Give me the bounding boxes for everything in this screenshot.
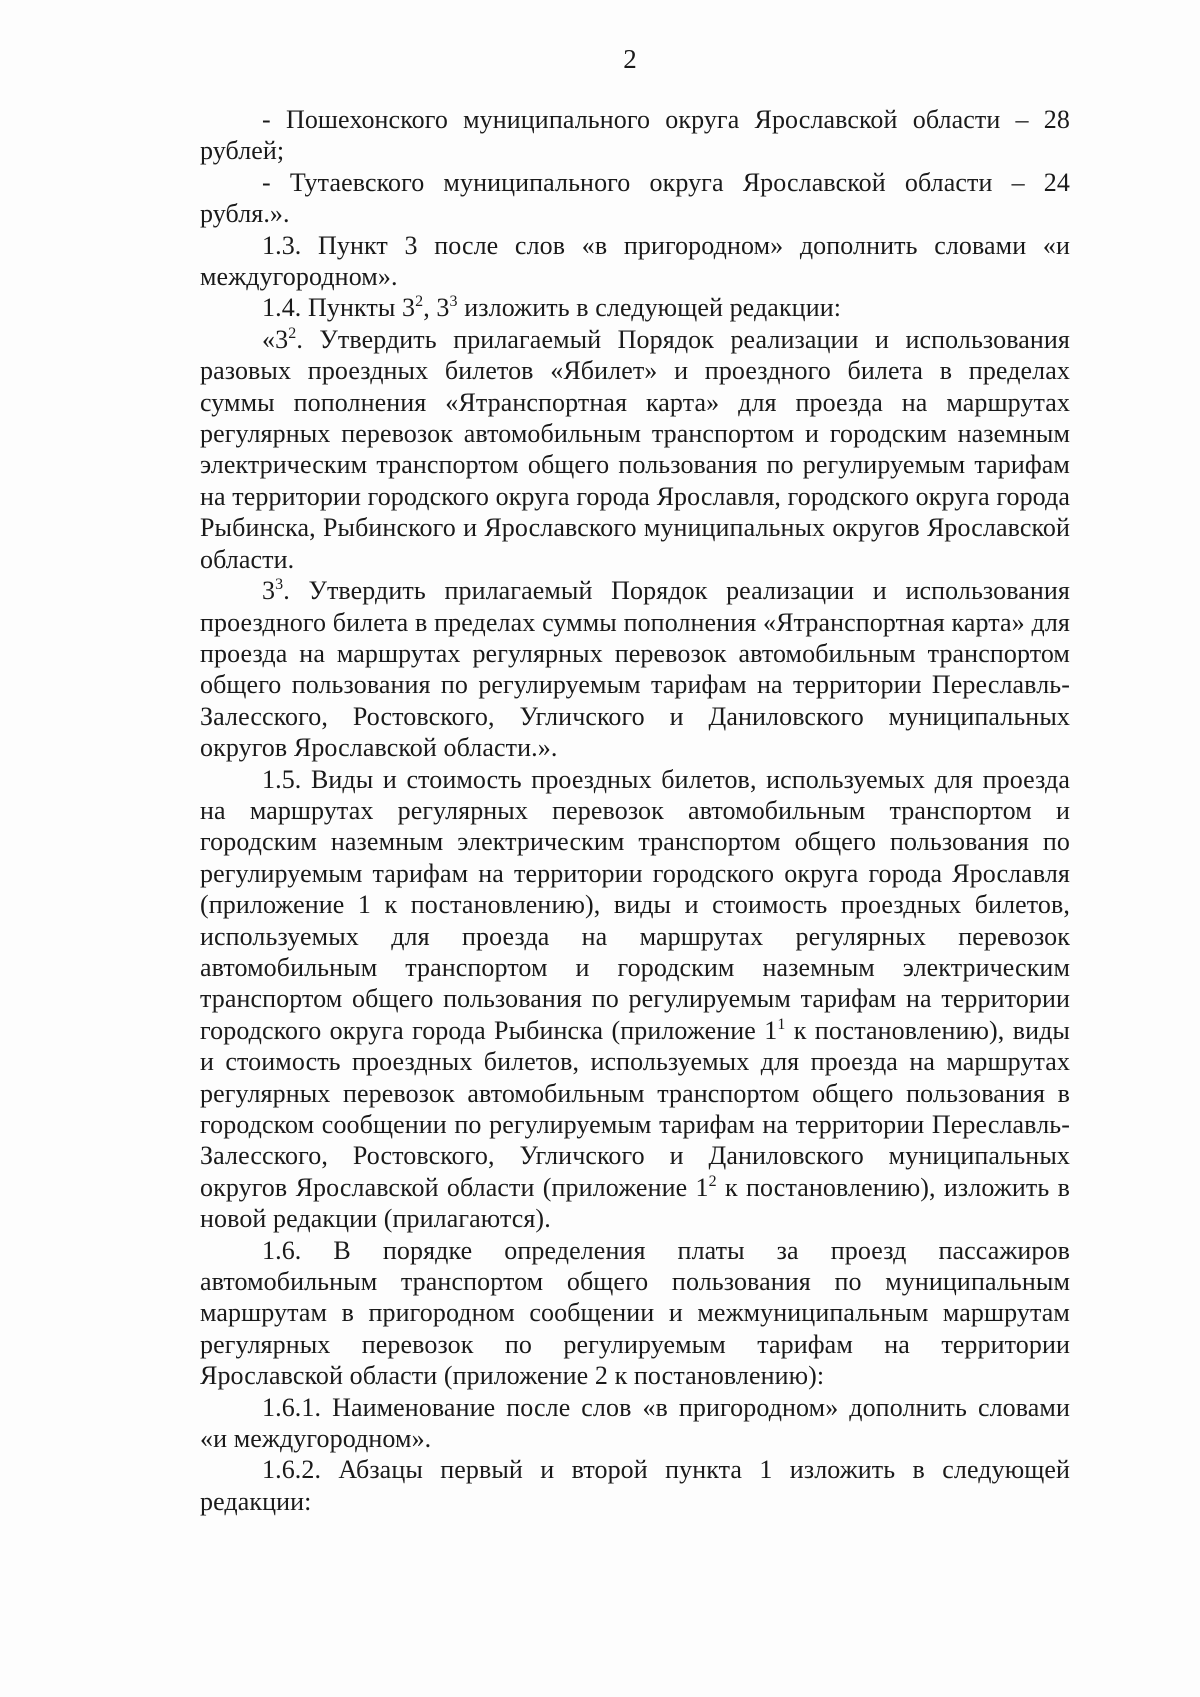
superscript: 2 [708,1172,717,1190]
document-body [200,104,1070,1517]
superscript: 1 [777,1015,786,1033]
paragraph-1-5-text: к постановлению), виды и стоимость проездных билетов, используемых для проезда на маршрутах регулярных перевозок автомобильным транспортом общего пользования в городском сообщении по регулируемым тарифам на территории Переславль-Залесского, Ростовского, Угличского и Даниловского муниципальных округов Ярославской области (приложение 1 [200,1015,1070,1202]
paragraph-3-3-text: 3 [262,576,276,606]
paragraph-3-2-text: . Утвердить прилагаемый Порядок реализации и использования разовых проездных билетов «Ябилет» и проездного билета в пределах суммы пополнения «Ятранспортная карта» для проезда на маршрутах регулярных перевозок автомобильным транспортом и городским наземным электрическим транспортом общего пользования по регулируемым тарифам на территории городского округа города Ярославля, городского округа города Рыбинска, Рыбинского и Ярославского муниципальных округов Ярославской области. [200,324,1070,574]
page-number: 2 [623,44,637,74]
paragraph-1-6-2: 1.6.2. Абзацы первый и второй пункта 1 изложить в следующей редакции: [200,1455,1070,1516]
paragraph-1-4-text: 1.4. Пункты 3 [262,293,416,323]
paragraph-3-3-text: . Утвердить прилагаемый Порядок реализации и использования проездного билета в пределах суммы пополнения «Ятранспортная карта» для проезда на маршрутах регулярных перевозок автомобильным транспортом общего пользования по регулируемым тарифам на территории Переславль-Залесского, Ростовского, Угличского и Даниловского муниципальных округов Ярославской области.». [200,576,1070,763]
paragraph-1-5 [200,764,1070,1235]
paragraph-1-4 [200,292,1070,323]
superscript: 3 [275,576,284,594]
superscript: 2 [288,324,297,342]
superscript: 3 [449,293,458,311]
superscript: 2 [415,293,424,311]
paragraph-1-5-text: 1.5. Виды и стоимость проездных билетов, используемых для проезда на маршрутах регулярных перевозок автомобильным транспортом и городским наземным электрическим транспортом общего пользования по регулируемым тарифам на территории городского округа города Ярославля (приложение 1 к постановлению), виды и стоимость проездных билетов, используемых для проезда на маршрутах регулярных перевозок автомобильным транспортом и городским наземным электрическим транспортом общего пользования по регулируемым тарифам на территории городского округа города Рыбинска (приложение 1 [200,764,1070,1045]
paragraph-1-6-1: 1.6.1. Наименование после слов «в пригородном» дополнить словами «и междугородном». [200,1392,1070,1454]
paragraph-1-4-text: , 3 [423,293,450,323]
paragraph-1-6: 1.6. В порядке определения платы за проезд пассажиров автомобильным транспортом общего пользования по муниципальным маршрутам в пригородном сообщении и межмуниципальным маршрутам регулярных перевозок по регулируемым тарифам на территории Ярославской области (приложение 2 к постановлению): [200,1235,1070,1391]
paragraph-3-2 [200,324,1070,575]
paragraph-poshekhonsky: - Пошехонского муниципального округа Ярославской области – 28 рублей; [200,105,1070,166]
paragraph-1-5-text: к постановлению), изложить в новой редакции (прилагаются). [200,1172,1070,1234]
paragraph-3-2-text: «3 [262,324,289,354]
paragraph-3-3 [200,575,1070,763]
paragraph-1-3: 1.3. Пункт 3 после слов «в пригородном» дополнить словами «и междугородном». [200,230,1070,292]
paragraph-tutaevsky: - Тутаевского муниципального округа Ярославской области – 24 рубля.». [200,167,1070,229]
paragraph-1-4-text: изложить в следующей редакции: [457,293,842,323]
